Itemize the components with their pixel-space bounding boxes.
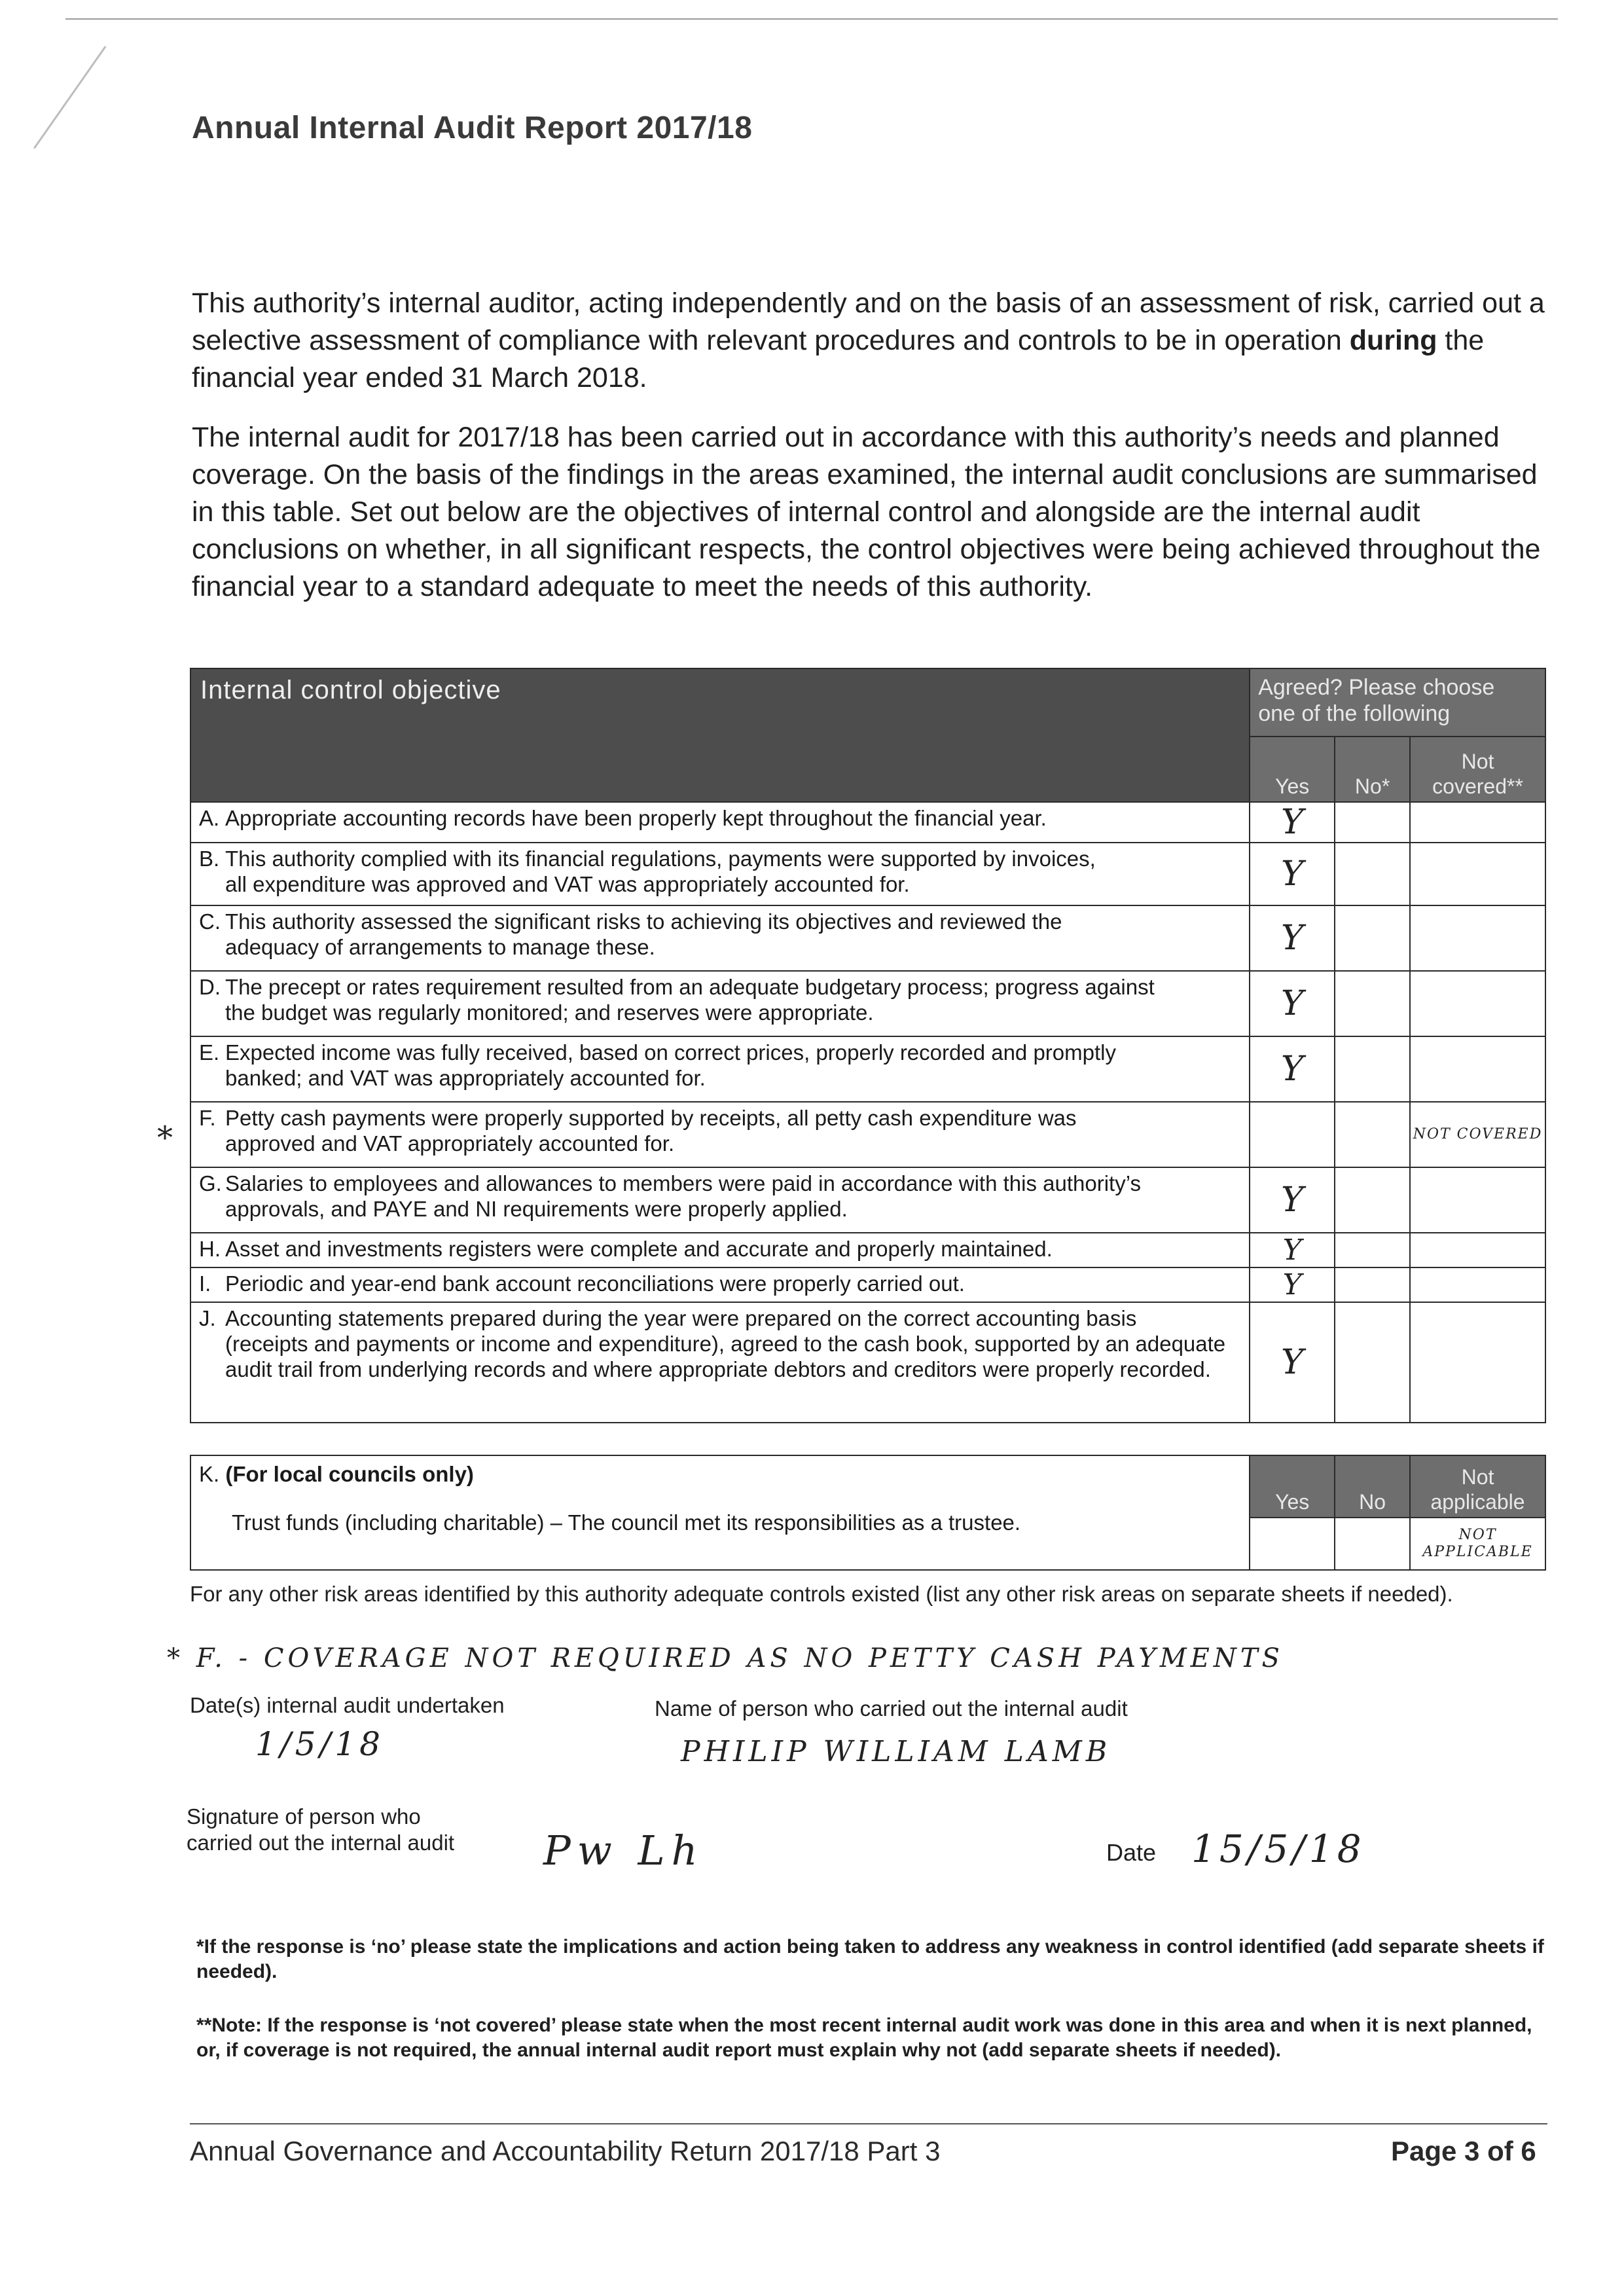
table-row: [190, 1302, 1545, 1423]
no-cell: [1335, 905, 1410, 971]
signature: Pw Lh: [543, 1827, 704, 1874]
intro-p1-bold: during: [1349, 325, 1437, 356]
handwritten-note: * F. - COVERAGE NOT REQUIRED AS NO PETTY CASH PAYMENTS: [167, 1643, 1284, 1673]
not-covered-answer: NOT COVERED: [1410, 1102, 1545, 1167]
signature-label: [187, 1804, 454, 1856]
row-text: Appropriate accounting records have been properly kept throughout the financial year.: [225, 806, 1047, 830]
footnote-no: *If the response is ‘no’ please state the implications and action being taken to address any weakness in control identified (add separate sheets if needed).: [196, 1936, 1544, 1982]
not-covered-cell: [1410, 971, 1545, 1036]
row-text: Periodic and year-end bank account reconciliations were properly carried out.: [225, 1271, 965, 1296]
no-cell: [1335, 1167, 1410, 1233]
page-title: Annual Internal Audit Report 2017/18: [192, 111, 753, 145]
not-covered-cell: [1410, 905, 1545, 971]
footnote-not-covered: **Note: If the response is ‘not covered’ please state when the most recent internal audit work was done in this area and when it is next planned, or, if coverage is not required, the annual internal audit report must explain why not (add separate sheets if needed).: [196, 2014, 1532, 2061]
k-not-applicable-answer: NOT APPLICABLE: [1410, 1518, 1545, 1570]
table-row: [190, 905, 1545, 971]
row-text-cont: approvals, and PAYE and NI requirements were properly applied.: [225, 1197, 848, 1221]
dates-label: Date(s) internal audit undertaken: [190, 1693, 505, 1717]
footer-rule: [190, 2123, 1547, 2124]
table-row: [190, 802, 1545, 843]
no-cell: [1335, 843, 1410, 905]
not-covered-cell: [1410, 1302, 1545, 1423]
yes-answer: Y: [1250, 1233, 1335, 1267]
agreed-header: Agreed? Please choose one of the following: [1250, 668, 1545, 737]
k-heading: (For local councils only): [225, 1462, 474, 1486]
row-letter: I.: [199, 1271, 211, 1296]
yes-answer: Y: [1250, 1036, 1335, 1102]
row-text: Petty cash payments were properly supported by receipts, all petty cash expenditure was: [225, 1106, 1077, 1130]
row-text: The precept or rates requirement resulted from an adequate budgetary process; progress against: [225, 975, 1155, 999]
table-row: [190, 1167, 1545, 1233]
not-covered-cell: [1410, 1267, 1545, 1302]
row-text: This authority assessed the significant risks to achieving its objectives and reviewed the: [225, 909, 1062, 934]
other-risk-text: For any other risk areas identified by this authority adequate controls existed (list any other risk areas on separate sheets if needed).: [190, 1582, 1453, 1606]
auditor-name-value: PHILIP WILLIAM LAMB: [681, 1735, 1111, 1768]
no-cell: [1335, 1102, 1410, 1167]
row-text-cont: approved and VAT appropriately accounted for.: [225, 1131, 675, 1156]
intro-p1-text: This authority’s internal auditor, acting independently and on the basis of an assessment of risk, carried out a selective assessment of compliance with relevant procedures and controls to be in operation: [192, 287, 1545, 356]
table-row: [190, 971, 1545, 1036]
yes-answer: Y: [1250, 843, 1335, 905]
row-letter: C.: [199, 909, 221, 934]
trust-funds-objective: [190, 1455, 1250, 1570]
row-letter: E.: [199, 1040, 220, 1065]
no-cell: [1335, 1302, 1410, 1423]
k-letter: K.: [199, 1462, 220, 1486]
yes-answer: Y: [1250, 1267, 1335, 1302]
yes-column-header: Yes: [1250, 737, 1335, 802]
k-not-applicable-header: Not applicable: [1410, 1455, 1545, 1518]
yes-answer: Y: [1250, 971, 1335, 1036]
objective-header: Internal control objective: [190, 668, 1250, 802]
row-letter: F.: [199, 1106, 216, 1130]
row-text-cont: banked; and VAT was appropriately accounted for.: [225, 1066, 706, 1090]
k-text: Trust funds (including charitable) – The council met its responsibilities as a trustee.: [232, 1510, 1021, 1535]
not-covered-cell: [1410, 1233, 1545, 1267]
row-text-cont: (receipts and payments or income and expenditure), agreed to the cash book, supported by an adequate audit trail from underlying records and where appropriate debtors and creditors were properly recorded.: [225, 1332, 1226, 1381]
row-letter: G.: [199, 1171, 222, 1195]
row-text-cont: the budget was regularly monitored; and reserves were appropriate.: [225, 1000, 874, 1025]
row-text: Expected income was fully received, based on correct prices, properly recorded and promptly: [225, 1040, 1116, 1065]
row-letter: D.: [199, 975, 221, 999]
dates-value: 1/5/18: [255, 1725, 384, 1763]
row-text-cont: all expenditure was approved and VAT was appropriately accounted for.: [225, 872, 910, 896]
row-letter: H.: [199, 1237, 221, 1261]
yes-answer: Y: [1250, 1167, 1335, 1233]
no-cell: [1335, 1267, 1410, 1302]
intro-p1-end: the financial year ended 31 March 2018.: [192, 325, 1485, 393]
row-letter: A.: [199, 806, 220, 830]
row-text: Salaries to employees and allowances to members were paid in accordance with this authority’s: [225, 1171, 1141, 1195]
k-yes-cell: [1250, 1518, 1335, 1570]
pen-mark: [33, 46, 106, 149]
row-text-cont: adequacy of arrangements to manage these.: [225, 935, 655, 959]
yes-answer: [1250, 1102, 1335, 1167]
footer-title: Annual Governance and Accountability Return 2017/18 Part 3: [190, 2136, 941, 2166]
intro-paragraph-1: [192, 285, 1553, 397]
table-row: [190, 1036, 1545, 1102]
trust-funds-table: [190, 1455, 1546, 1571]
k-no-cell: [1335, 1518, 1410, 1570]
signature-label-line2: carried out the internal audit: [187, 1831, 455, 1855]
row-text: This authority complied with its financial regulations, payments were supported by invoices,: [225, 847, 1096, 871]
not-covered-cell: [1410, 802, 1545, 843]
top-rule: [65, 18, 1558, 20]
row-letter: J.: [199, 1306, 216, 1330]
table-row: [190, 1102, 1545, 1167]
not-covered-cell: [1410, 1036, 1545, 1102]
k-no-header: No: [1335, 1455, 1410, 1518]
yes-answer: Y: [1250, 1302, 1335, 1423]
yes-answer: Y: [1250, 802, 1335, 843]
table-row: [190, 1267, 1545, 1302]
no-cell: [1335, 971, 1410, 1036]
row-letter: B.: [199, 847, 220, 871]
date-value: 15/5/18: [1191, 1827, 1365, 1871]
intro-paragraph-2: The internal audit for 2017/18 has been carried out in accordance with this authority’s needs and planned coverage. On the basis of the findings in the areas examined, the internal audit conclusions are summarised in this table. Set out below are the objectives of internal control and alongside are the internal audit conclusions on whether, in all significant respects, the control objectives were being achieved throughout the financial year to a standard adequate to meet the needs of this authority.: [192, 422, 1541, 602]
no-cell: [1335, 1233, 1410, 1267]
not-covered-column-header: Not covered**: [1410, 737, 1545, 802]
not-covered-cell: [1410, 843, 1545, 905]
margin-star: *: [157, 1120, 173, 1156]
table-row: [190, 843, 1545, 905]
date-label: Date: [1106, 1839, 1157, 1866]
page-number: Page 3 of 6: [1391, 2136, 1536, 2166]
signature-label-line1: Signature of person who: [187, 1804, 421, 1829]
not-covered-cell: [1410, 1167, 1545, 1233]
auditor-name-label: Name of person who carried out the internal audit: [655, 1696, 1128, 1721]
row-text: Accounting statements prepared during the year were prepared on the correct accounting basis: [225, 1306, 1137, 1330]
internal-control-table: [190, 668, 1546, 1423]
row-text: Asset and investments registers were complete and accurate and properly maintained.: [225, 1237, 1053, 1261]
yes-answer: Y: [1250, 905, 1335, 971]
no-cell: [1335, 802, 1410, 843]
no-column-header: No*: [1335, 737, 1410, 802]
k-yes-header: Yes: [1250, 1455, 1335, 1518]
no-cell: [1335, 1036, 1410, 1102]
table-row: [190, 1233, 1545, 1267]
